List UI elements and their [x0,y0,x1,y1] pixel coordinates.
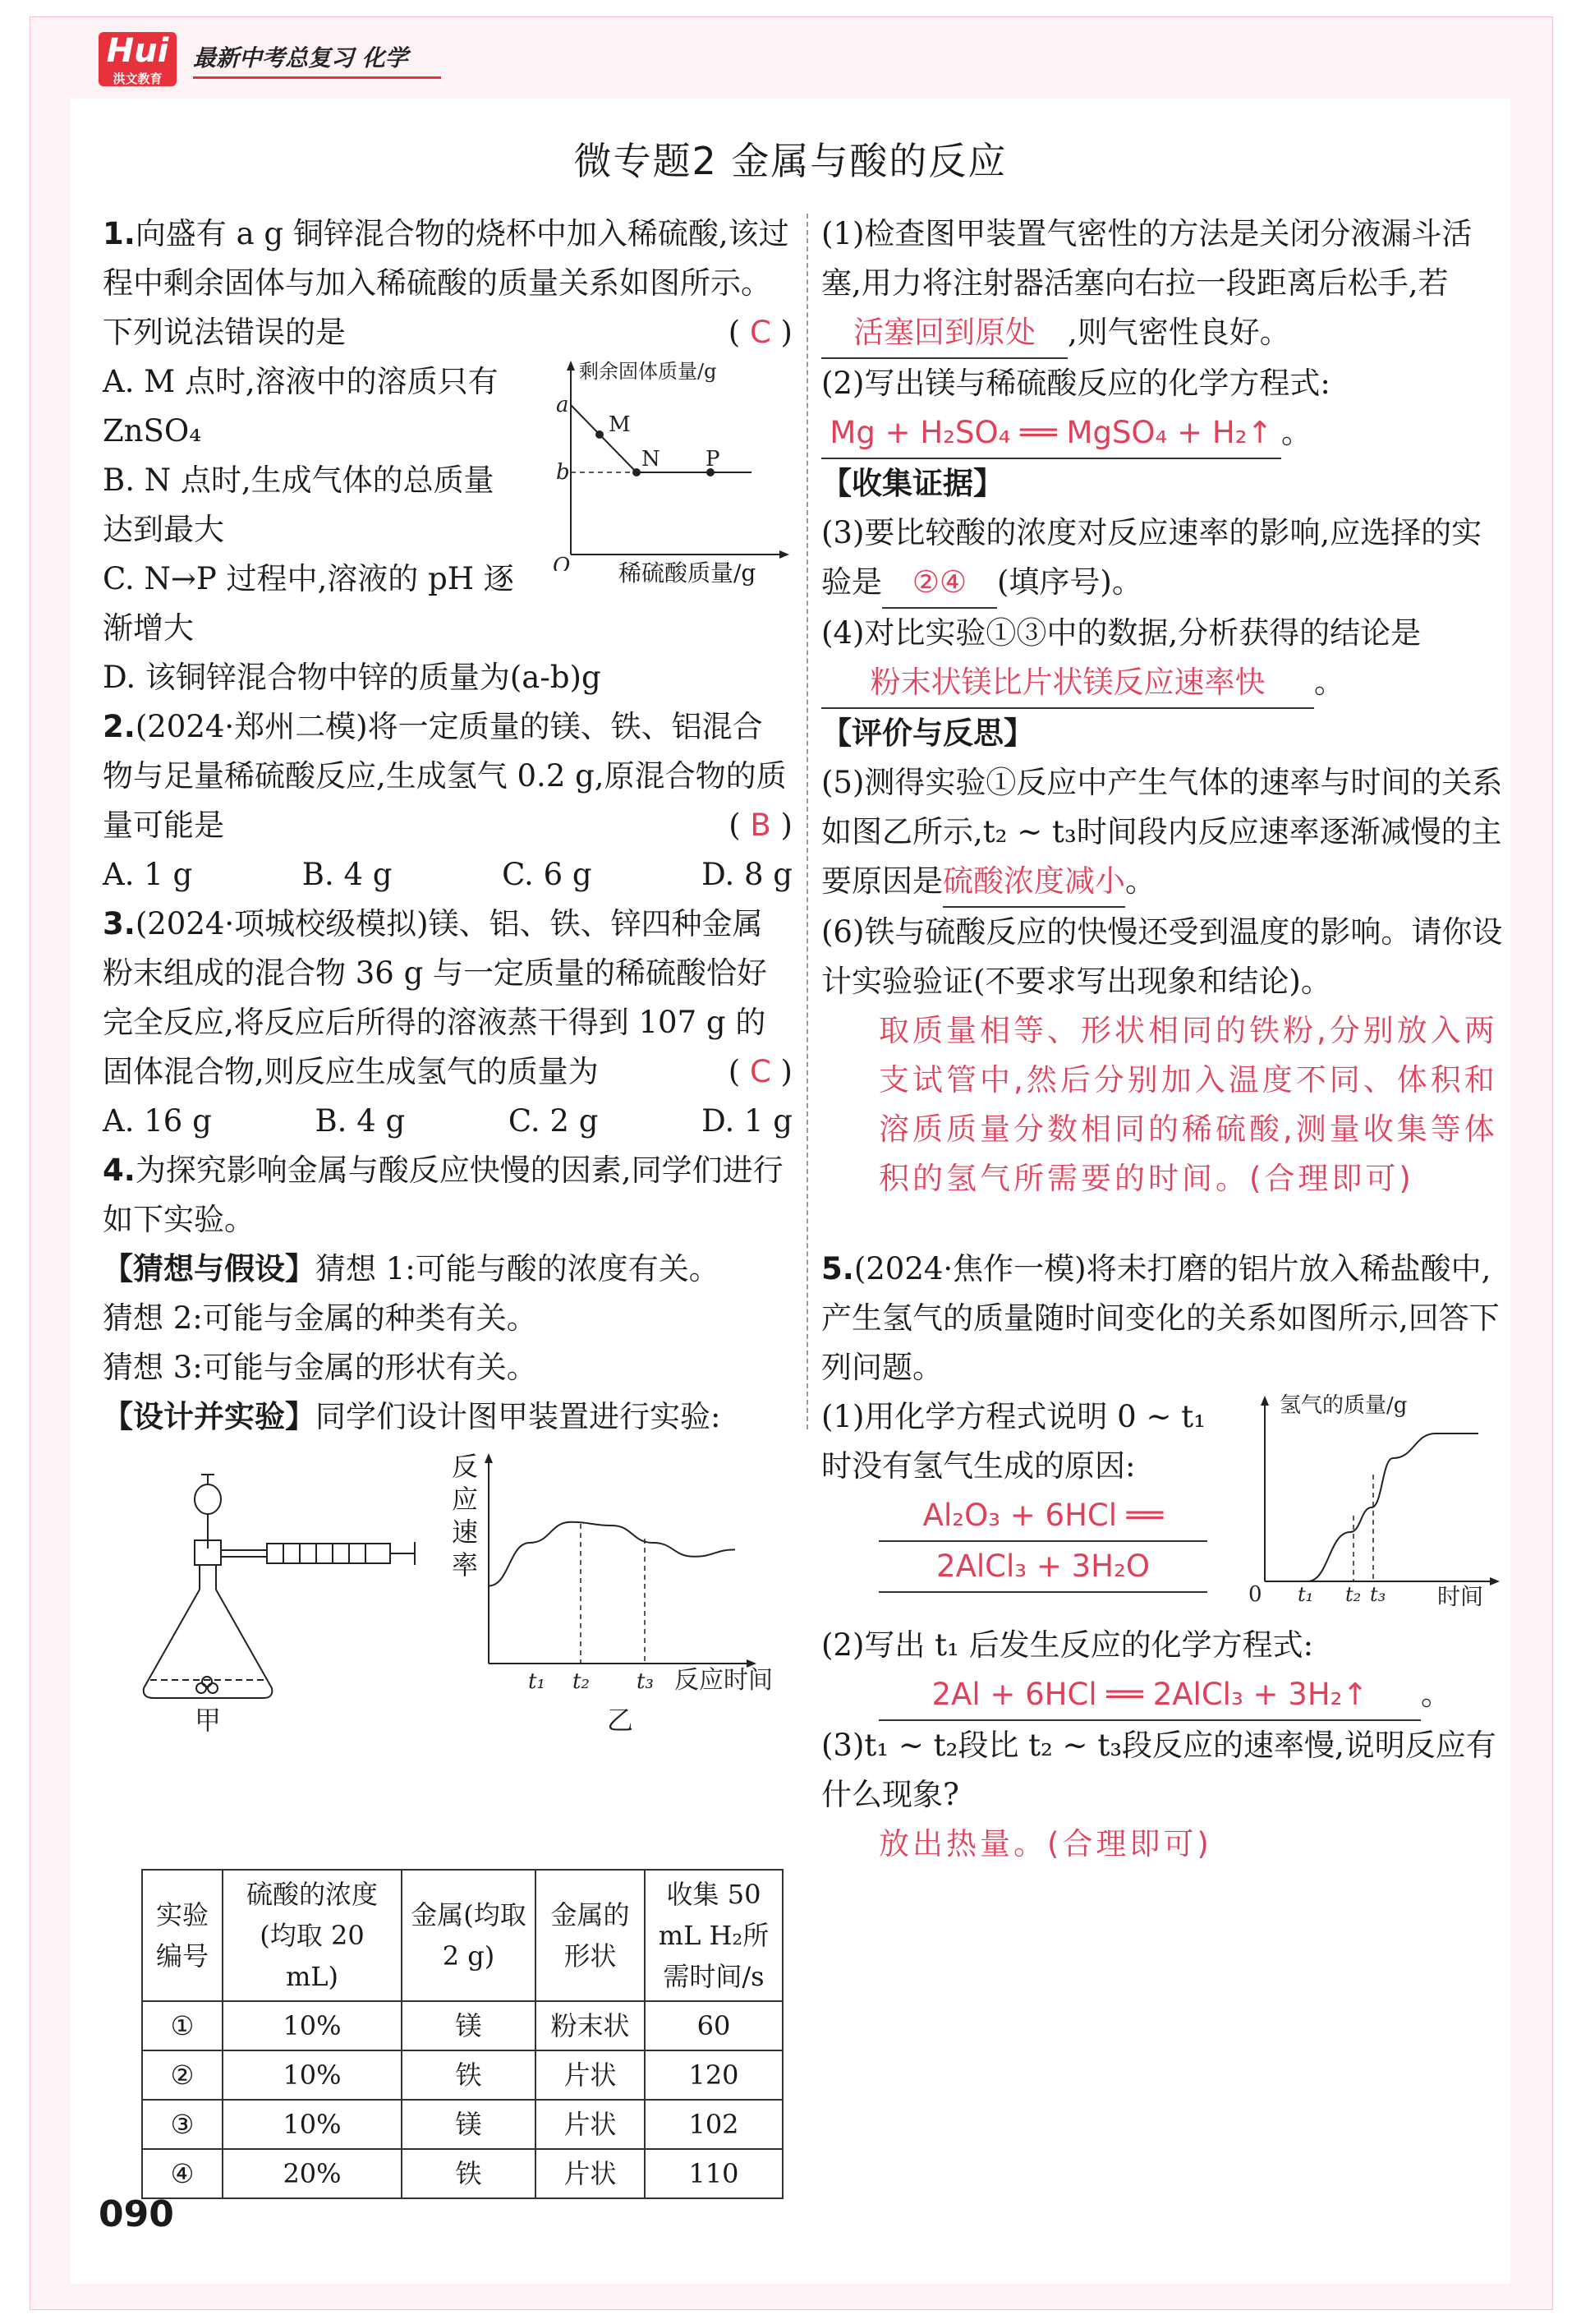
q4-s6-answer: 取质量相等、形状相同的铁粉,分别放入两支试管中,然后分别加入温度不同、体积和溶质质量分数相同的稀硫酸,测量收集等体积的氢气所需要的时间。(合理即可) [879,1013,1498,1196]
q1-ytick-b: b [556,460,570,485]
point-n [632,468,641,476]
q3-option: A. 16 g [103,1103,212,1139]
q4-s4-answer: 粉末状镁比片状镁反应速率快 [821,658,1314,709]
hydrogen-chart-svg [1232,1392,1503,1606]
collect-label: 【收集证据】 [821,466,1004,501]
hydrogen-curve [1265,1434,1478,1581]
table-header: 金属的形状 [535,1870,645,2001]
q1-xlabel: 稀硫酸质量/g [618,559,756,587]
h2-xtick-t3: t₃ [1370,1583,1386,1606]
q4-s1-answer: 活塞回到原处 [821,308,1068,359]
rate-xtick-t3: t₃ [637,1669,654,1694]
q5-s2: (2)写出 t₁ 后发生反应的化学方程式: [821,1627,1314,1663]
table-cell: 10% [223,2001,402,2050]
q4-s4: (4)对比实验①③中的数据,分析获得的结论是粉末状镁比片状镁反应速率快 。 [821,609,1503,709]
q3-option: B. 4 g [315,1103,406,1139]
q5-parts [821,1392,1232,1621]
table-cell: ③ [142,2100,223,2149]
q3-option: C. 2 g [508,1103,599,1139]
label-m: M [609,412,631,437]
table-cell: 102 [645,2100,783,2149]
q2-option: A. 1 g [103,857,193,892]
table-header: 收集 50 mL H₂所需时间/s [645,1870,783,2001]
table-cell: 120 [645,2050,783,2100]
q2-options [103,850,793,900]
q4-s2: (2)写出镁与稀硫酸反应的化学方程式:Mg + H₂SO₄ ══ MgSO₄ + H₂↑ 。 [821,359,1503,459]
h2-origin: 0 [1248,1582,1262,1606]
q5-s1-answer-1: Al₂O₃ + 6HCl ══ [821,1491,1232,1542]
q1-option-a: A. M 点时,溶液中的溶质只有 ZnSO₄ [103,364,499,449]
q1-ylabel: 剩余固体质量/g [579,360,717,383]
q1-ytick-a: a [556,393,569,417]
q5-s2-answer: 2Al + 6HCl ══ 2AlCl₃ + 3H₂↑ 。 [821,1670,1503,1721]
header-title: 最新中考总复习 化学 [193,40,441,79]
q4-stem: 4.为探究影响金属与酸反应快慢的因素,同学们进行如下实验。 [103,1153,784,1237]
table-cell: 110 [645,2149,783,2198]
q1-option-d: D. 该铜锌混合物中锌的质量为(a-b)g [103,660,601,695]
page-number: 090 [99,2193,174,2235]
experiment-table [141,1869,784,2199]
q4-design: 【设计并实验】同学们设计图甲装置进行实验: [103,1399,721,1434]
q4-s1: (1)检查图甲装置气密性的方法是关闭分液漏斗活塞,用力将注射器活塞向右拉一段距离后松手,若活塞回到原处 ,则气密性良好。 [821,209,1503,359]
q1-origin: O [553,554,571,571]
table-row [142,2001,783,2050]
table-row [142,2149,783,2198]
q1-options [103,357,522,653]
q5-stem: 5.(2024·焦作一模)将未打磨的铝片放入稀盐酸中,产生氢气的质量随时间变化的关系如图所示,回答下列问题。 [821,1251,1500,1385]
q5-s3: (3)t₁ ~ t₂段比 t₂ ~ t₃段反应的速率慢,说明反应有什么现象? [821,1728,1496,1812]
h2-xlabel: 时间 [1437,1583,1484,1606]
table-row [142,2050,783,2100]
rate-xlabel: 反应时间 [674,1666,773,1695]
table-header: 硫酸的浓度(均取 20 mL) [223,1870,402,2001]
rate-xtick-t2: t₂ [572,1669,590,1694]
table-cell: 铁 [402,2149,535,2198]
q1-option-b: B. N 点时,生成气体的总质量达到最大 [103,462,494,547]
page-title: 微专题2 金属与酸的反应 [573,139,1008,183]
fig-jia-label: 甲 [194,1705,222,1736]
table-cell: 10% [223,2100,402,2149]
left-column [103,209,793,1737]
table-cell: 片状 [535,2100,645,2149]
rate-curve [489,1522,735,1586]
brand-logo: Hui 洪文教育 [99,32,177,86]
table-cell: 粉末状 [535,2001,645,2050]
table-cell: 片状 [535,2050,645,2100]
table-cell: 片状 [535,2149,645,2198]
q2-option: D. 8 g [701,857,793,892]
label-n: N [641,447,660,472]
q5-s1: (1)用化学方程式说明 0 ~ t₁ 时没有氢气生成的原因: [821,1399,1206,1484]
label-p: P [705,447,720,472]
header [99,31,441,86]
q4-s3: (3)要比较酸的浓度对反应速率的影响,应选择的实验是 ②④ (填序号)。 [821,509,1503,609]
table-cell: ④ [142,2149,223,2198]
h2-xtick-t2: t₂ [1345,1583,1362,1606]
right-column [821,209,1503,1869]
q4-hypothesis-3: 猜想 3:可能与金属的形状有关。 [103,1350,537,1385]
rate-chart [485,1453,773,1695]
table-header: 金属(均取 2 g) [402,1870,535,2001]
table-header: 实验编号 [142,1870,223,2001]
q4-s2-answer: Mg + H₂SO₄ ══ MgSO₄ + H₂↑ [821,408,1281,459]
flask-apparatus [144,1475,415,1698]
q2-stem: 2.(2024·郑州二模)将一定质量的镁、铁、铝混合物与足量稀硫酸反应,生成氢气 0.2 g,原混合物的质量可能是 ( B ) [103,709,793,843]
table-cell: 10% [223,2050,402,2100]
q5-s3-answer: 放出热量。(合理即可) [879,1826,1212,1862]
table-row [142,2100,783,2149]
q3-options [103,1097,793,1146]
apparatus-svg [103,1442,793,1737]
q4-figures [103,1442,793,1737]
column-divider [807,214,808,1429]
q3-option: D. 1 g [701,1103,793,1139]
point-m [595,430,604,439]
q4-hypothesis-1: 【猜想与假设】猜想 1:可能与酸的浓度有关。 [103,1251,719,1286]
table-cell: 60 [645,2001,783,2050]
q4-s5: (5)测得实验①反应中产生气体的速率与时间的关系如图乙所示,t₂ ~ t₃时间段内反应速率逐渐减慢的主要原因是硫酸浓度减小。 [821,758,1503,908]
rate-ylabel: 反应速率 [452,1451,479,1581]
q2-option: B. 4 g [301,857,393,892]
q4-s6: (6)铁与硫酸反应的快慢还受到温度的影响。请你设计实验验证(不要求写出现象和结论)。 [821,914,1503,999]
q1-chart-svg [522,357,793,571]
table-cell: ① [142,2001,223,2050]
table-cell: 20% [223,2149,402,2198]
q4-s5-answer: 硫酸浓度减小 [943,857,1125,908]
q5-chart [1232,1392,1503,1621]
q4-s3-answer: ②④ [882,558,997,609]
table-cell: 铁 [402,2050,535,2100]
h2-xtick-t1: t₁ [1298,1583,1314,1606]
q1-stem: 1.向盛有 a g 铜锌混合物的烧杯中加入稀硫酸,该过程中剩余固体与加入稀硫酸的质量关系如图所示。下列说法错误的是 ( C ) [103,216,793,350]
q1-chart [522,357,793,653]
h2-ylabel: 氢气的质量/g [1280,1393,1408,1418]
table-cell: 镁 [402,2100,535,2149]
eval-label: 【评价与反思】 [821,716,1034,751]
q5-s1-answer-2: 2AlCl₃ + 3H₂O [821,1542,1232,1593]
table-cell: ② [142,2050,223,2100]
q4-hypothesis-2: 猜想 2:可能与金属的种类有关。 [103,1300,537,1336]
fig-yi-label: 乙 [606,1705,634,1736]
q2-option: C. 6 g [502,857,592,892]
q1-option-c: C. N→P 过程中,溶液的 pH 逐渐增大 [103,561,514,646]
q3-stem: 3.(2024·项城校级模拟)镁、铝、铁、锌四种金属粉末组成的混合物 36 g 与一定质量的稀硫酸恰好完全反应,将反应后所得的溶液蒸干得到 107 g 的固体混合物,则反应生成氢气的质量为 ( C ) [103,906,793,1089]
table-cell: 镁 [402,2001,535,2050]
rate-xtick-t1: t₁ [528,1669,545,1694]
